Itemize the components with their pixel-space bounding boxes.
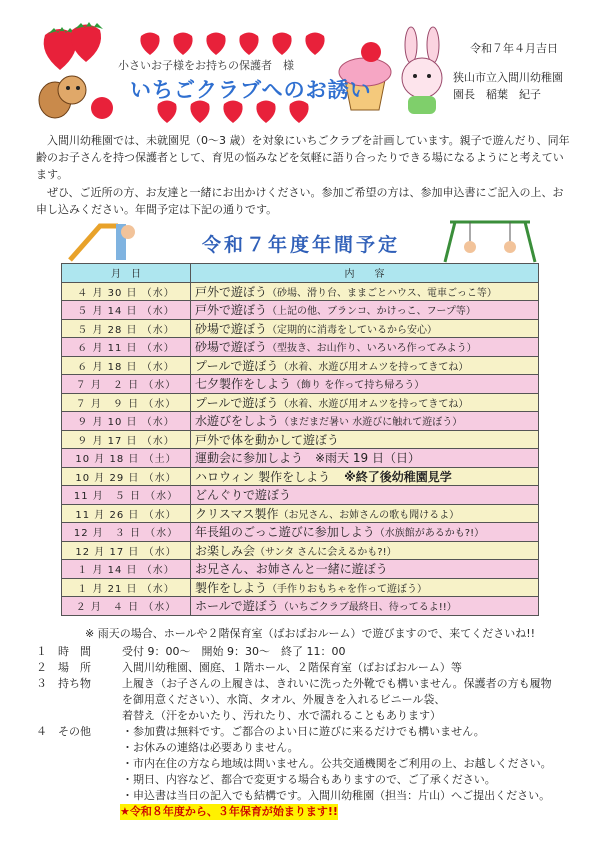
activity-detail: （水族館があるかも?!） — [374, 528, 485, 540]
activity-title: お楽しみ会 — [195, 543, 256, 558]
table-row — [62, 486, 539, 505]
table-row — [62, 430, 539, 449]
activity-detail: （型抜き、お山作り、いろいろ作ってみよう） — [267, 343, 477, 355]
table-row — [62, 412, 539, 431]
row-content — [191, 523, 539, 542]
table-row — [62, 560, 539, 579]
row-date: 12 月 ３ 日 （水） — [62, 523, 191, 542]
info-number: １ — [36, 645, 47, 658]
activity-title: ホールで遊ぼう — [195, 599, 279, 614]
activity-title: ハロウィン 製作をしよう — [195, 469, 331, 484]
slide-illustration — [70, 224, 135, 260]
info-text: ・申込書は当日の記入でも結構です。入間川幼稚園（担当：片山）へご提出ください。 — [122, 789, 551, 802]
activity-detail: （水着、水遊び用オムツを持ってきてね） — [278, 361, 469, 373]
swing-illustration — [445, 222, 535, 262]
activity-title: 戸外で遊ぼう — [195, 303, 268, 318]
table-row — [62, 467, 539, 486]
row-date: ２ 月 ４ 日 （水） — [62, 597, 191, 616]
row-content — [191, 541, 539, 560]
intro-paragraph-1: 入間川幼稚園では、未就園児（0〜3 歳）を対象にいちごクラブを計画しています。親子で遊んだり、同年齢のお子さんを持つ保護者として、育児の悩みなどを気軽に語り合ったりできる場になるようにと考えています。 — [36, 134, 570, 181]
squirrel-illustration — [39, 76, 113, 119]
header-subtitle: 小さいお子様をお持ちの保護者 様 — [118, 59, 294, 72]
table-row — [62, 504, 539, 523]
row-content — [191, 467, 539, 486]
row-content — [191, 338, 539, 357]
row-date: ４ 月 30 日 （水） — [62, 282, 191, 301]
row-date: １ 月 14 日 （水） — [62, 560, 191, 579]
info-text: ・参加費は無料です。ご都合のよい日に遊びに来るだけでも構いません。 — [122, 725, 485, 738]
row-content — [191, 301, 539, 320]
rain-note: ※ 雨天の場合、ホールや２階保育室（ばおばおルーム）で遊びますので、来てくださいね!! — [85, 627, 536, 640]
row-content — [191, 597, 539, 616]
info-text: を御用意ください）、水筒、タオル、外履きを入れるビニール袋、 — [122, 693, 446, 706]
info-text: 着替え（汗をかいたり、汚れたり、水で濡れることもあります） — [122, 709, 441, 722]
row-date: ６ 月 18 日 （水） — [62, 356, 191, 375]
table-header-date: 月 日 — [62, 264, 191, 283]
info-text: ・お休みの連絡は必要ありません。 — [122, 741, 299, 754]
schedule-rows — [62, 282, 539, 615]
info-label: その他 — [58, 725, 91, 738]
table-row — [62, 393, 539, 412]
activity-title: 砂場で遊ぼう — [195, 340, 268, 355]
info-label: 時 間 — [58, 645, 91, 658]
info-line — [36, 772, 576, 788]
info-section — [36, 644, 576, 804]
row-content — [191, 578, 539, 597]
header — [0, 0, 600, 125]
activity-extra: ※終了後幼稚園見学 — [344, 469, 452, 484]
table-row — [62, 282, 539, 301]
activity-title: 戸外で体を動かして遊ぼう — [195, 432, 340, 447]
table-row — [62, 301, 539, 320]
activity-detail: （飾り を作って持ち帰ろう） — [291, 380, 425, 392]
activity-detail: （上記の他、ブランコ、かけっこ、フープ等） — [267, 306, 476, 318]
row-content — [191, 319, 539, 338]
row-content — [191, 282, 539, 301]
info-number: ４ — [36, 725, 47, 738]
table-row — [62, 541, 539, 560]
header-decoration — [0, 0, 600, 125]
info-line — [36, 676, 576, 692]
table-row — [62, 449, 539, 468]
activity-detail: （手作りおもちゃを作って遊ぼう） — [267, 583, 428, 595]
info-number: ３ — [36, 677, 47, 690]
principal-name: 園長 稲葉 紀子 — [453, 88, 541, 101]
activity-title: お兄さん、お姉さんと一緒に遊ぼう — [195, 562, 388, 577]
info-number: ２ — [36, 661, 47, 674]
activity-title: どんぐりで遊ぼう — [195, 488, 292, 503]
activity-detail: （まだまだ暑い 水遊びに触れて遊ぼう） — [279, 417, 463, 429]
strawberry-row-top — [140, 33, 324, 56]
info-line — [36, 644, 576, 660]
rabbit-illustration — [402, 27, 442, 114]
school-name: 狭山市立入間川幼稚園 — [453, 71, 563, 84]
activity-title: 水遊びをしよう — [195, 414, 280, 429]
row-date: ７ 月 ９ 日 （水） — [62, 393, 191, 412]
info-line — [36, 756, 576, 772]
info-text: 上履き（お子さんの上履きは、きれいに洗った外靴でも構いません。保護者の方も履物 — [122, 677, 552, 690]
info-text: ・市内在住の方なら地域は問いません。公共交通機関をご利用の上、お越しください。 — [122, 757, 552, 770]
row-content — [191, 356, 539, 375]
table-header-content: 内 容 — [191, 264, 539, 283]
row-date: 10 月 29 日 （水） — [62, 467, 191, 486]
schedule-title: 令和７年度年間予定 — [201, 234, 400, 256]
info-text: 入間川幼稚園、園庭、１階ホール、２階保育室（ばおばおルーム）等 — [122, 661, 462, 674]
row-date: ７ 月 ２ 日 （水） — [62, 375, 191, 394]
info-text: 受付 9：00〜 開始 9：30〜 終了 11：00 — [122, 645, 346, 658]
strawberry-icon — [71, 22, 103, 62]
row-content — [191, 430, 539, 449]
info-text: ・期日、内容など、都合で変更する場合もありますので、ご了承ください。 — [122, 773, 496, 786]
activity-detail: （水着、水遊び用オムツを持ってきてね） — [278, 398, 469, 410]
row-date: １ 月 21 日 （水） — [62, 578, 191, 597]
row-content — [191, 412, 539, 431]
activity-detail: （いちごクラブ最終日、待ってるよ!!） — [278, 602, 457, 614]
row-date: 10 月 18 日 （土） — [62, 449, 191, 468]
row-date: 12 月 17 日 （水） — [62, 541, 191, 560]
activity-title: 製作をしよう — [195, 580, 268, 595]
row-content — [191, 504, 539, 523]
info-line — [36, 788, 576, 804]
row-content — [191, 393, 539, 412]
table-row — [62, 356, 539, 375]
table-row — [62, 375, 539, 394]
activity-title: 砂場で遊ぼう — [195, 321, 268, 336]
activity-detail: （お兄さん、お姉さんの歌も聞けるよ） — [278, 509, 460, 521]
row-content — [191, 375, 539, 394]
activity-title: 戸外で遊ぼう — [195, 284, 268, 299]
info-line — [36, 708, 576, 724]
row-date: 11 月 26 日 （水） — [62, 504, 191, 523]
row-date: ６ 月 11 日 （水） — [62, 338, 191, 357]
info-label: 持ち物 — [58, 677, 91, 690]
row-date: ９ 月 17 日 （水） — [62, 430, 191, 449]
info-line — [36, 740, 576, 756]
info-label: 場 所 — [58, 661, 91, 674]
info-line — [36, 724, 576, 740]
schedule-table — [61, 263, 539, 616]
info-line — [36, 692, 576, 708]
intro-paragraph-2: ぜひ、ご近所の方、お友達と一緒にお出かけください。参加ご希望の方は、参加申込書にご記入の上、お申し込みください。年間予定は下記の通りです。 — [36, 186, 564, 216]
row-date: ５ 月 28 日 （水） — [62, 319, 191, 338]
activity-title: 運動会に参加しよう ※雨天 19 日（日） — [195, 451, 420, 466]
row-content — [191, 449, 539, 468]
activity-detail: （サンタ さんに会えるかも?!） — [255, 546, 397, 558]
activity-title: 年長組のごっこ遊びに参加しよう — [195, 525, 375, 540]
row-content — [191, 486, 539, 505]
announcement: ★令和８年度から、３年保育が始まります!! — [120, 805, 338, 818]
row-content — [191, 560, 539, 579]
row-date: ５ 月 14 日 （水） — [62, 301, 191, 320]
page-title: いちごクラブへのお誘い — [130, 78, 372, 102]
activity-detail: （砂場、滑り台、ままごとハウス、電車ごっこ等） — [267, 287, 497, 299]
table-row — [62, 597, 539, 616]
table-row — [62, 319, 539, 338]
table-row — [62, 578, 539, 597]
activity-title: プールで遊ぼう — [195, 358, 279, 373]
row-date: ９ 月 10 日 （水） — [62, 412, 191, 431]
info-line — [36, 660, 576, 676]
issue-date: 令和７年４月吉日 — [470, 42, 558, 55]
table-row — [62, 523, 539, 542]
activity-title: 七夕製作をしよう — [195, 377, 292, 392]
table-row — [62, 338, 539, 357]
row-date: 11 月 ５ 日 （水） — [62, 486, 191, 505]
activity-title: クリスマス製作 — [195, 506, 279, 521]
activity-title: プールで遊ぼう — [195, 395, 279, 410]
activity-detail: （定期的に消毒をしているから安心） — [267, 324, 438, 336]
